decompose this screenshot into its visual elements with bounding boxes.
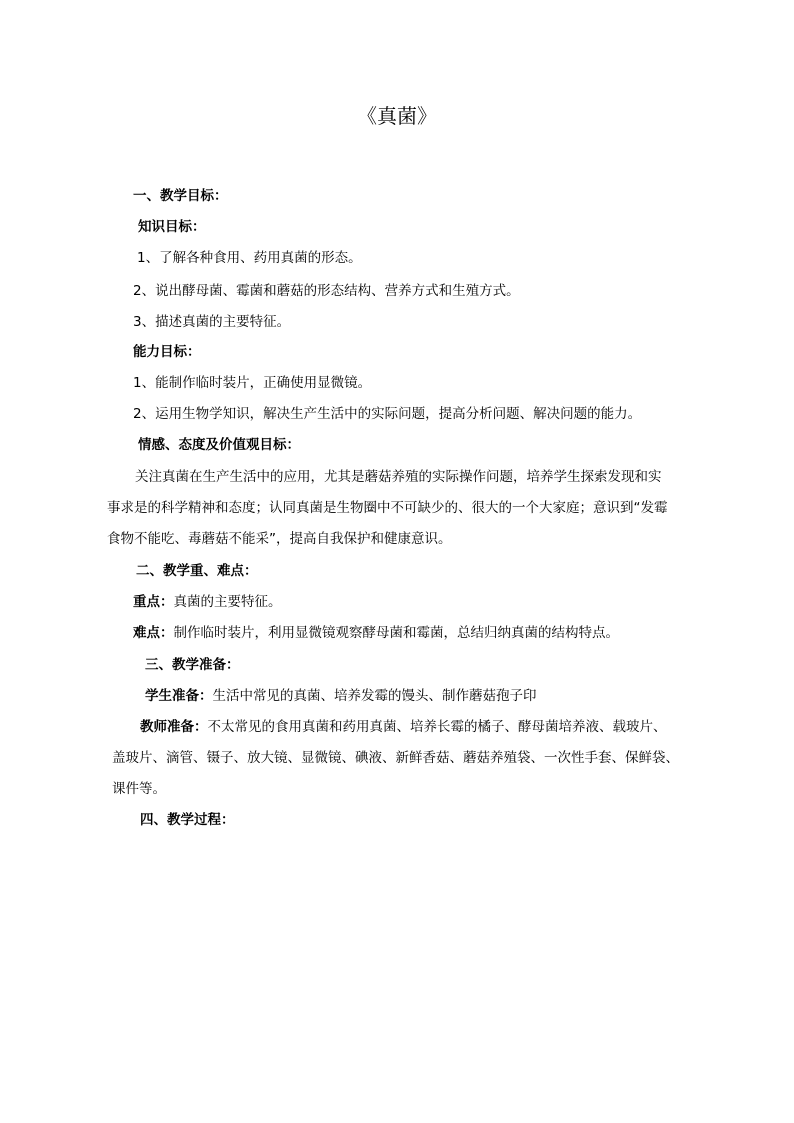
emotion-paragraph-line-1: 关注真菌在生产生活中的应用，尤其是蘑菇养殖的实际操作问题，培养学生探索发现和实: [135, 469, 662, 485]
knowledge-item-1: 1、了解各种食用、药用真菌的形态。: [137, 250, 362, 266]
key-point-line: [133, 593, 282, 611]
student-preparation-label: 学生准备：: [145, 688, 213, 704]
knowledge-item-2: 2、说出酵母菌、霉菌和蘑菇的形态结构、营养方式和生殖方式。: [133, 283, 520, 299]
section-heading-objectives: 一、教学目标：: [133, 188, 228, 204]
ability-item-2: 2、运用生物学知识，解决生产生活中的实际问题，提高分析问题、解决问题的能力。: [133, 406, 642, 422]
section-heading-preparation: 三、教学准备：: [145, 657, 240, 673]
subheading-emotion-goals: 情感、态度及价值观目标：: [138, 437, 300, 453]
teacher-preparation-line-3: 课件等。: [112, 781, 166, 797]
student-preparation-text: 生活中常见的真菌、培养发霉的馒头、制作蘑菇孢子印: [212, 688, 537, 704]
difficulty-label: 难点：: [133, 625, 174, 641]
document-title: 《真菌》: [357, 104, 437, 128]
teacher-preparation-label: 教师准备：: [140, 719, 208, 735]
section-heading-key-points: 二、教学重、难点：: [136, 563, 258, 579]
subheading-knowledge-goals: 知识目标：: [138, 219, 206, 235]
teacher-preparation-text-1: 不太常见的食用真菌和药用真菌、培养长霉的橘子、酵母菌培养液、载玻片、: [207, 719, 667, 735]
knowledge-item-3: 3、描述真菌的主要特征。: [133, 314, 291, 330]
teacher-preparation-line-1: [140, 718, 667, 736]
emotion-paragraph-line-2: 事求是的科学精神和态度；认同真菌是生物圈中不可缺少的、很大的一个大家庭；意识到“发霉: [107, 500, 668, 516]
section-heading-process: 四、教学过程：: [140, 812, 235, 828]
key-point-label: 重点：: [133, 594, 174, 610]
subheading-ability-goals: 能力目标：: [133, 344, 201, 360]
student-preparation-line: [145, 687, 537, 705]
teacher-preparation-line-2: 盖玻片、滴管、镊子、放大镜、显微镜、碘液、新鲜香菇、蘑菇养殖袋、一次性手套、保鲜袋、: [112, 750, 679, 766]
emotion-paragraph-line-3: 食物不能吃、毒蘑菇不能采”，提高自我保护和健康意识。: [107, 531, 452, 547]
difficulty-text: 制作临时装片，利用显微镜观察酵母菌和霉菌，总结归纳真菌的结构特点。: [173, 625, 619, 641]
key-point-text: 真菌的主要特征。: [173, 594, 282, 610]
ability-item-1: 1、能制作临时装片，正确使用显微镜。: [133, 375, 372, 391]
difficulty-line: [133, 624, 619, 642]
